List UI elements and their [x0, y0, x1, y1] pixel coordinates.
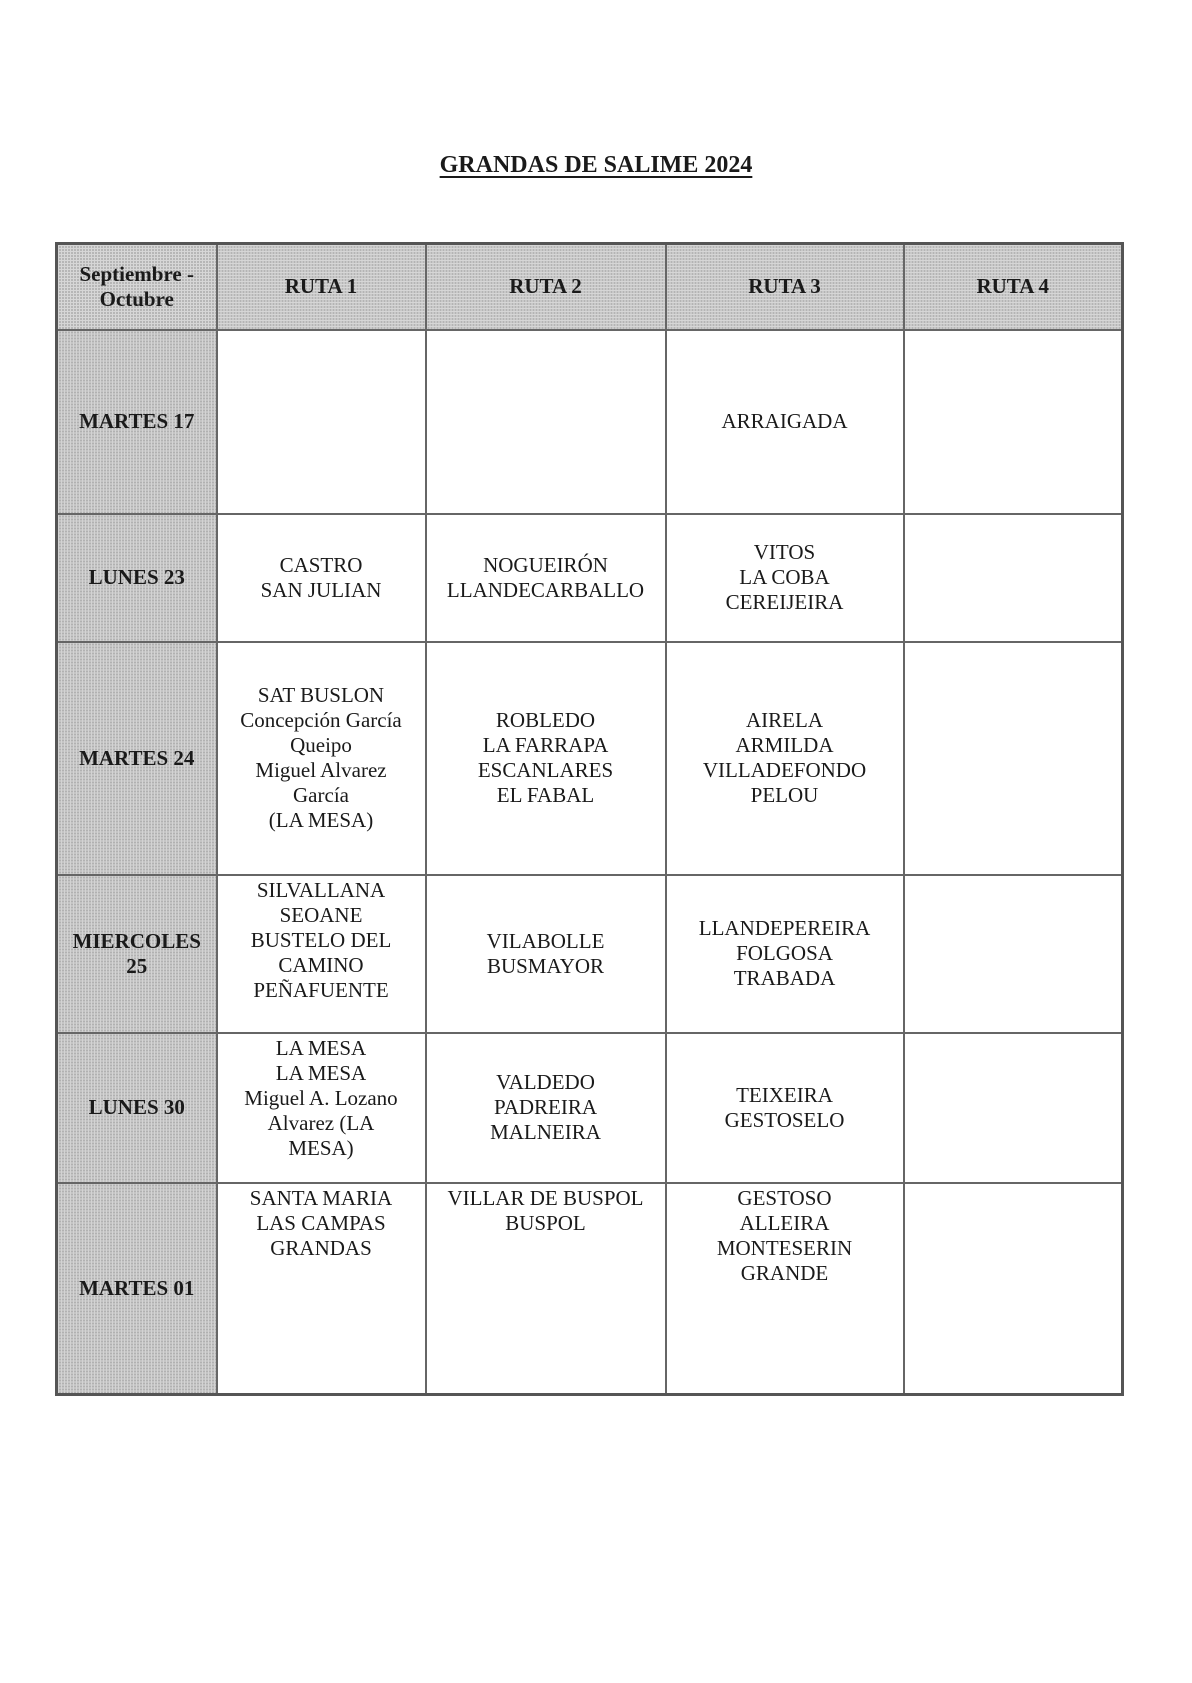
route-cell: [426, 875, 666, 1033]
place-name: VALDEDO: [496, 1070, 595, 1094]
route-cell: [904, 1033, 1123, 1183]
header-row: [57, 244, 1123, 330]
routes-table: [55, 242, 1124, 1396]
place-name: ARMILDA: [735, 733, 834, 757]
route-cell: [666, 330, 904, 514]
day-label: LUNES 30: [57, 1033, 217, 1183]
place-name: PELOU: [750, 783, 819, 807]
header-ruta-2: RUTA 2: [426, 244, 666, 330]
header-ruta-4: RUTA 4: [904, 244, 1123, 330]
route-cell: [904, 330, 1123, 514]
table-row: [57, 1033, 1123, 1183]
header-ruta-3: RUTA 3: [666, 244, 904, 330]
place-name: SAT BUSLON: [257, 683, 385, 707]
route-cell: [217, 514, 426, 642]
place-name: GESTOSELO: [724, 1107, 845, 1132]
day-label: MARTES 24: [57, 642, 217, 875]
route-cell: [426, 330, 666, 514]
place-name: SILVALLANA: [256, 877, 386, 902]
place-name: Alvarez (LA: [267, 1110, 375, 1135]
day-label: MIERCOLES 25: [57, 875, 217, 1033]
place-name: ALLEIRA: [739, 1210, 830, 1235]
place-name: MONTESERIN: [716, 1235, 853, 1260]
place-name: LAS CAMPAS: [256, 1210, 386, 1235]
page-title: GRANDAS DE SALIME 2024: [439, 152, 753, 178]
place-name: BUSPOL: [505, 1210, 586, 1235]
route-cell: [904, 514, 1123, 642]
place-name: LA MESA: [275, 1035, 367, 1060]
place-name: (LA MESA): [268, 808, 374, 832]
route-cell: [666, 514, 904, 642]
place-name: ROBLEDO: [495, 708, 596, 732]
table-row: [57, 330, 1123, 514]
place-name: Miguel Alvarez: [255, 758, 387, 782]
place-name: CASTRO: [279, 552, 363, 577]
place-name: MESA): [288, 1135, 354, 1160]
day-label: MARTES 01: [57, 1183, 217, 1395]
table-row: [57, 514, 1123, 642]
place-name: EL FABAL: [496, 783, 595, 807]
route-cell: [426, 514, 666, 642]
place-name: GRANDAS: [270, 1235, 372, 1260]
place-name: SAN JULIAN: [260, 577, 382, 602]
table-row: [57, 875, 1123, 1033]
route-cell: [217, 1183, 426, 1395]
place-name: VILABOLLE: [486, 928, 605, 953]
place-name: TRABADA: [733, 966, 836, 990]
route-cell: [217, 642, 426, 875]
header-period: Septiembre - Octubre: [57, 244, 217, 330]
place-name: VITOS: [753, 540, 816, 564]
route-cell: [666, 875, 904, 1033]
place-name: PADREIRA: [493, 1095, 598, 1119]
place-name: GESTOSO: [737, 1185, 832, 1210]
place-name: García: [293, 783, 349, 807]
place-name: FOLGOSA: [736, 941, 833, 965]
table-row: [57, 1183, 1123, 1395]
route-cell: [666, 1183, 904, 1395]
place-name: SEOANE: [279, 902, 363, 927]
route-cell: [904, 1183, 1123, 1395]
place-name: VILLADEFONDO: [702, 758, 867, 782]
place-name: LA MESA: [275, 1060, 367, 1085]
route-cell: [904, 875, 1123, 1033]
header-ruta-1: RUTA 1: [217, 244, 426, 330]
route-cell: [426, 1183, 666, 1395]
route-cell: [904, 642, 1123, 875]
place-name: BUSMAYOR: [486, 953, 605, 978]
place-name: MALNEIRA: [490, 1120, 601, 1144]
place-name: LA FARRAPA: [482, 733, 609, 757]
route-cell: [666, 642, 904, 875]
route-cell: [217, 330, 426, 514]
place-name: NOGUEIRÓN: [483, 552, 608, 577]
place-name: LLANDEPEREIRA: [698, 916, 871, 940]
place-name: AIRELA: [746, 708, 823, 732]
place-name: GRANDE: [740, 1260, 829, 1285]
place-name: Miguel A. Lozano: [244, 1085, 398, 1110]
route-cell: [426, 642, 666, 875]
place-name: BUSTELO DEL: [250, 927, 392, 952]
place-name: CEREIJEIRA: [725, 590, 844, 614]
place-name: ARRAIGADA: [721, 409, 848, 433]
place-name: ESCANLARES: [477, 758, 614, 782]
route-cell: [426, 1033, 666, 1183]
place-name: TEIXEIRA: [736, 1082, 833, 1107]
place-name: LA COBA: [739, 565, 830, 589]
place-name: PEÑAFUENTE: [253, 977, 389, 1002]
place-name: LLANDECARBALLO: [446, 577, 645, 602]
place-name: Concepción García: [240, 708, 402, 732]
route-cell: [217, 875, 426, 1033]
place-name: Queipo: [290, 733, 352, 757]
day-label: LUNES 23: [57, 514, 217, 642]
place-name: CAMINO: [278, 952, 364, 977]
route-cell: [666, 1033, 904, 1183]
day-label: MARTES 17: [57, 330, 217, 514]
table-row: [57, 642, 1123, 875]
place-name: SANTA MARIA: [249, 1185, 393, 1210]
route-cell: [217, 1033, 426, 1183]
place-name: VILLAR DE BUSPOL: [447, 1185, 644, 1210]
